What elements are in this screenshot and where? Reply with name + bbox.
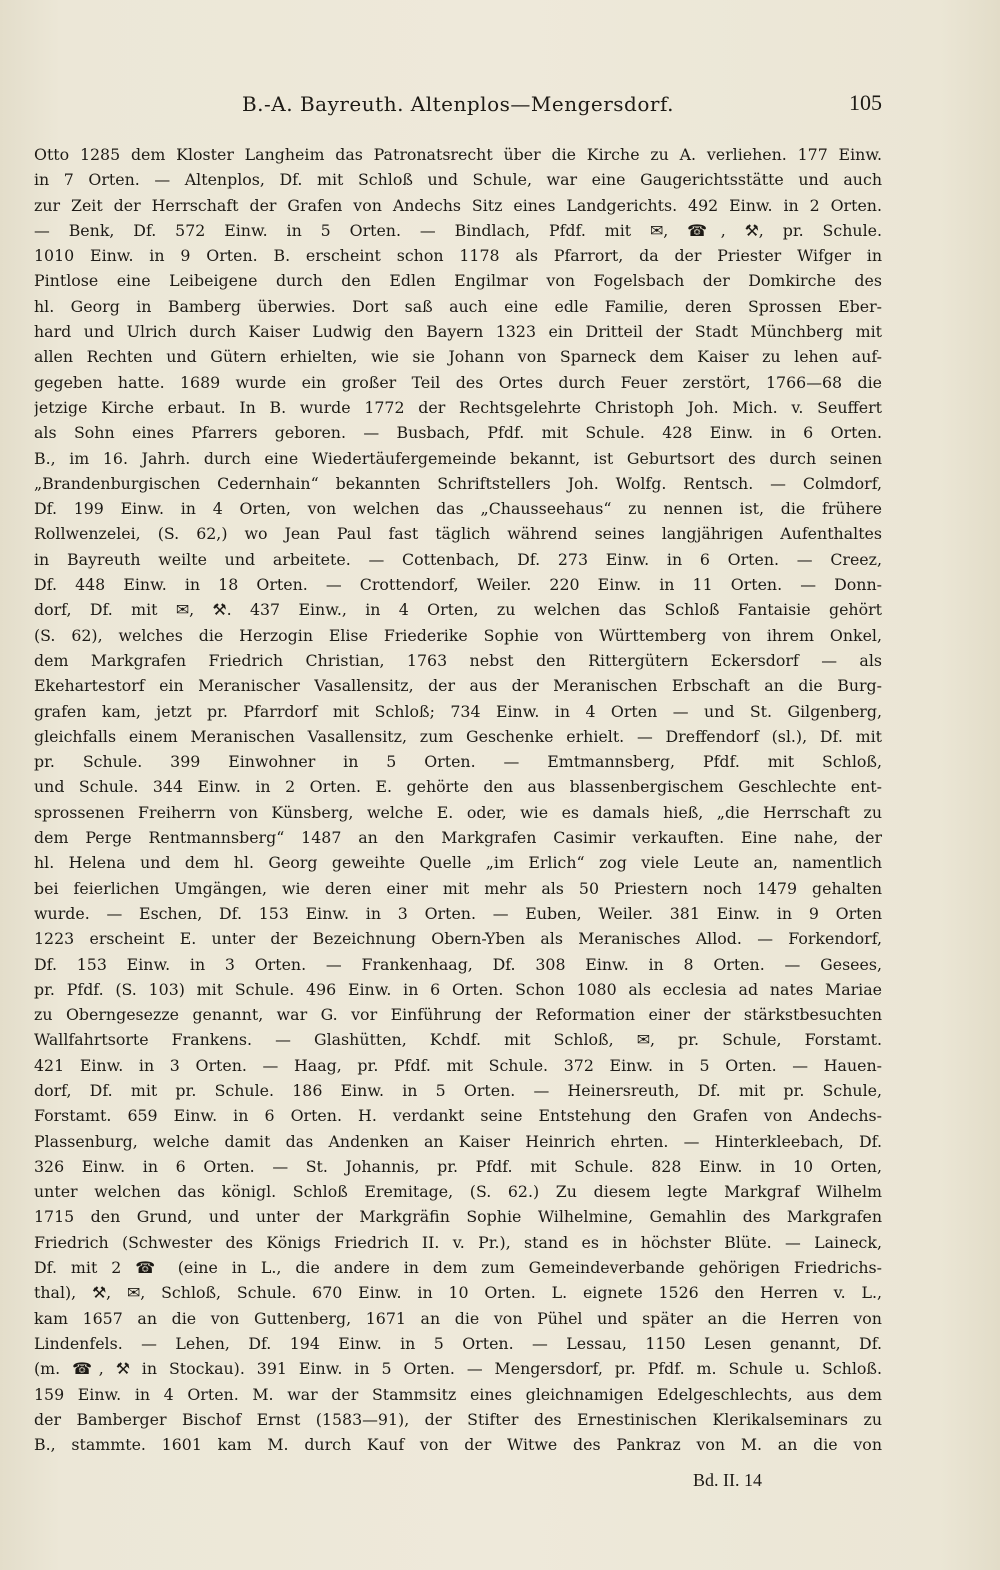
text-line: unter welchen das königl. Schloß Eremitage, (S. 62.) Zu diesem legte Markgraf Wilhelm — [34, 1182, 882, 1202]
text-line: wurde. — Eschen, Df. 153 Einw. in 3 Orten. — Euben, Weiler. 381 Einw. in 9 Orten — [34, 903, 882, 923]
text-line: zur Zeit der Herrschaft der Grafen von Andechs Sitz eines Landgerichts. 492 Einw. in 2 Orten. — [34, 195, 882, 215]
text-line: 326 Einw. in 6 Orten. — St. Johannis, pr. Pfdf. mit Schule. 828 Einw. in 10 Orten, — [34, 1156, 882, 1176]
text-line: pr. Pfdf. (S. 103) mit Schule. 496 Einw. in 6 Orten. Schon 1080 als ecclesia ad nates Mariae — [34, 979, 882, 999]
text-line: Wallfahrtsorte Frankens. — Glashütten, Kchdf. mit Schloß, ✉, pr. Schule, Forstamt. — [34, 1030, 882, 1050]
text-line: jetzige Kirche erbaut. In B. wurde 1772 der Rechtsgelehrte Christoph Joh. Mich. v. Seuffert — [34, 397, 882, 417]
text-line: gleichfalls einem Meranischen Vasallensitz, zum Geschenke erhielt. — Dreffendorf (sl.), Df. mit — [34, 726, 882, 746]
text-line: Df. mit 2 ☎ (eine in L., die andere in dem zum Gemeindeverbande gehörigen Friedrichs- — [34, 1258, 882, 1278]
text-line: Df. 153 Einw. in 3 Orten. — Frankenhaag, Df. 308 Einw. in 8 Orten. — Gesees, — [34, 954, 882, 974]
text-line: Forstamt. 659 Einw. in 6 Orten. H. verdankt seine Entstehung den Grafen von Andechs- — [34, 1106, 882, 1126]
text-line: dorf, Df. mit pr. Schule. 186 Einw. in 5 Orten. — Heinersreuth, Df. mit pr. Schule, — [34, 1080, 882, 1100]
text-line: dem Markgrafen Friedrich Christian, 1763 nebst den Rittergütern Eckersdorf — als — [34, 650, 882, 670]
text-line: 421 Einw. in 3 Orten. — Haag, pr. Pfdf. mit Schule. 372 Einw. in 5 Orten. — Hauen- — [34, 1055, 882, 1075]
printer-signature: Bd. II. 14 — [693, 1470, 762, 1490]
text-line: Pintlose eine Leibeigene durch den Edlen Engilmar von Fogelsbach der Domkirche des — [34, 271, 882, 291]
text-line: Df. 199 Einw. in 4 Orten, von welchen das „Chausseehaus“ zu nennen ist, die frühere — [34, 499, 882, 519]
page-number: 105 — [849, 90, 882, 115]
text-line: und Schule. 344 Einw. in 2 Orten. E. gehörte den aus blassenbergischem Geschlechte ent- — [34, 777, 882, 797]
text-line: Friedrich (Schwester des Königs Friedrich II. v. Pr.), stand es in höchster Blüte. — Laineck, — [34, 1232, 882, 1252]
running-head: B.-A. Bayreuth. Altenplos—Mengersdorf. — [241, 92, 674, 116]
text-line: dorf, Df. mit ✉, ⚒. 437 Einw., in 4 Orten, zu welchen das Schloß Fantaisie gehört — [34, 600, 882, 620]
text-line: gegeben hatte. 1689 wurde ein großer Teil des Ortes durch Feuer zerstört, 1766—68 die — [34, 372, 882, 392]
text-line: Otto 1285 dem Kloster Langheim das Patronatsrecht über die Kirche zu A. verliehen. 177 Einw. — [34, 145, 882, 164]
text-line: Rollwenzelei, (S. 62,) wo Jean Paul fast täglich während seines langjährigen Aufenthaltes — [34, 524, 882, 544]
text-line: hl. Georg in Bamberg überwies. Dort saß auch eine edle Familie, deren Sprossen Eber- — [34, 296, 882, 316]
page-header — [34, 88, 882, 122]
text-line: in 7 Orten. — Altenplos, Df. mit Schloß und Schule, war eine Gaugerichtsstätte und auch — [34, 170, 882, 190]
text-line: Lindenfels. — Lehen, Df. 194 Einw. in 5 Orten. — Lessau, 1150 Lesen genannt, Df. — [34, 1333, 882, 1353]
text-line: B., im 16. Jahrh. durch eine Wiedertäufergemeinde bekannt, ist Geburtsort des durch seinen — [34, 448, 882, 468]
text-line: pr. Schule. 399 Einwohner in 5 Orten. — Emtmannsberg, Pfdf. mit Schloß, — [34, 752, 882, 772]
text-line: Df. 448 Einw. in 18 Orten. — Crottendorf, Weiler. 220 Einw. in 11 Orten. — Donn- — [34, 575, 882, 595]
text-line: als Sohn eines Pfarrers geboren. — Busbach, Pfdf. mit Schule. 428 Einw. in 6 Orten. — [34, 423, 882, 443]
text-line: 1010 Einw. in 9 Orten. B. erscheint schon 1178 als Pfarrort, da der Priester Wifger in — [34, 246, 882, 266]
body-text — [34, 142, 882, 1457]
text-line: sprossenen Freiherrn von Künsberg, welche E. oder, wie es damals hieß, „die Herrschaft zu — [34, 802, 882, 822]
text-line: „Brandenburgischen Cedernhain“ bekannten Schriftstellers Joh. Wolfg. Rentsch. — Colmdorf, — [34, 473, 882, 493]
text-line: 1223 erscheint E. unter der Bezeichnung Obern-Yben als Meranisches Allod. — Forkendorf, — [34, 929, 882, 949]
text-line: der Bamberger Bischof Ernst (1583—91), der Stifter des Ernestinischen Klerikalseminars zu — [34, 1409, 882, 1429]
text-line: thal), ⚒, ✉, Schloß, Schule. 670 Einw. in 10 Orten. L. eignete 1526 den Herren v. L., — [34, 1283, 882, 1303]
page-footer — [34, 1470, 882, 1498]
text-line: B., stammte. 1601 kam M. durch Kauf von der Witwe des Pankraz von M. an die von — [34, 1435, 882, 1455]
text-line: zu Oberngesezze genannt, war G. vor Einführung der Reformation einer der stärkstbesuchten — [34, 1005, 882, 1025]
text-line: dem Perge Rentmannsberg“ 1487 an den Markgrafen Casimir verkauften. Eine nahe, der — [34, 828, 882, 848]
text-line: 159 Einw. in 4 Orten. M. war der Stammsitz eines gleichnamigen Edelgeschlechts, aus dem — [34, 1384, 882, 1404]
text-line: Plassenburg, welche damit das Andenken an Kaiser Heinrich ehrten. — Hinterkleebach, Df. — [34, 1131, 882, 1151]
text-line: hl. Helena und dem hl. Georg geweihte Quelle „im Erlich“ zog viele Leute an, namentlich — [34, 853, 882, 873]
text-line: in Bayreuth weilte und arbeitete. — Cottenbach, Df. 273 Einw. in 6 Orten. — Creez, — [34, 549, 882, 569]
text-line: Ekehartestorf ein Meranischer Vasallensitz, der aus der Meranischen Erbschaft an die Burg- — [34, 676, 882, 696]
text-line: (S. 62), welches die Herzogin Elise Friederike Sophie von Württemberg von ihrem Onkel, — [34, 625, 882, 645]
text-line: bei feierlichen Umgängen, wie deren einer mit mehr als 50 Priestern noch 1479 gehalten — [34, 878, 882, 898]
text-line: hard und Ulrich durch Kaiser Ludwig den Bayern 1323 ein Dritteil der Stadt Münchberg mit — [34, 322, 882, 342]
text-line: — Benk, Df. 572 Einw. in 5 Orten. — Bindlach, Pfdf. mit ✉, ☎, ⚒, pr. Schule. — [34, 220, 882, 240]
text-line: grafen kam, jetzt pr. Pfarrdorf mit Schloß; 734 Einw. in 4 Orten — und St. Gilgenberg, — [34, 701, 882, 721]
text-line: 1715 den Grund, und unter der Markgräfin Sophie Wilhelmine, Gemahlin des Markgrafen — [34, 1207, 882, 1227]
text-line: kam 1657 an die von Guttenberg, 1671 an die von Pühel und später an die Herren von — [34, 1308, 882, 1328]
text-line: (m. ☎, ⚒ in Stockau). 391 Einw. in 5 Orten. — Mengersdorf, pr. Pfdf. m. Schule u. Schloß. — [34, 1359, 882, 1379]
text-line: allen Rechten und Gütern erhielten, wie sie Johann von Sparneck dem Kaiser zu lehen auf- — [34, 347, 882, 367]
